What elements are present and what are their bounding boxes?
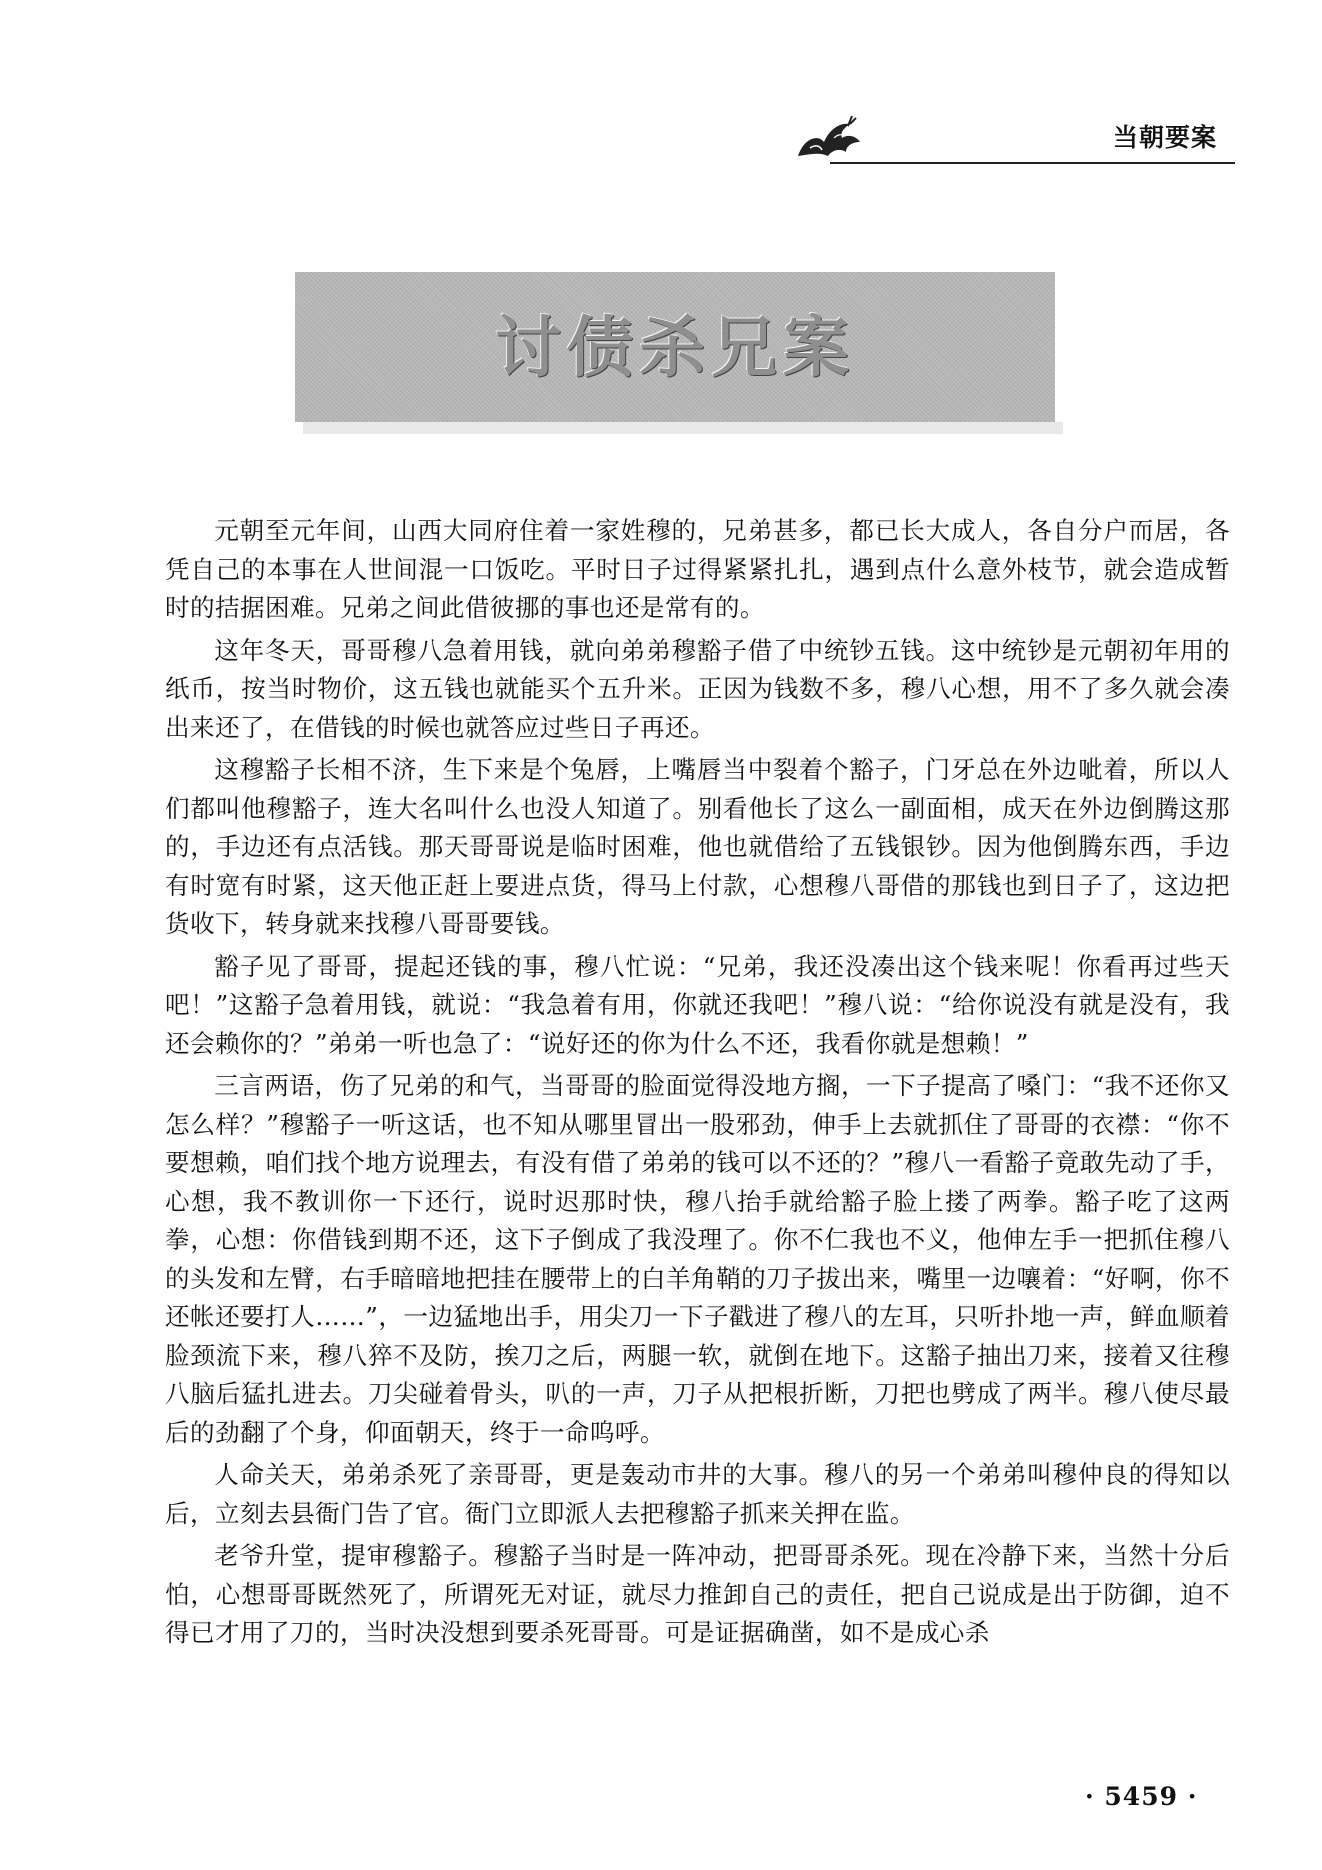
header-rule (830, 162, 1235, 164)
paragraph: 这穆豁子长相不济，生下来是个兔唇，上嘴唇当中裂着个豁子，门牙总在外边呲着，所以人们都叫他穆豁子，连大名叫什么也没人知道了。别看他长了这么一副面相，成天在外边倒腾这那的，手边还有点活钱。那天哥哥说是临时困难，他也就借给了五钱银钞。因为他倒腾东西，手边有时宽有时紧，这天他正赶上要进点货，得马上付款，心想穆八哥借的那钱也到日子了，这边把货收下，转身就来找穆八哥哥要钱。 (165, 755, 1230, 938)
paragraph: 这年冬天，哥哥穆八急着用钱，就向弟弟穆豁子借了中统钞五钱。这中统钞是元朝初年用的纸币，按当时物价，这五钱也就能买个五升米。正因为钱数不多，穆八心想，用不了多久就会凑出来还了，在借钱的时候也就答应过些日子再还。 (165, 635, 1230, 742)
dragon-icon (790, 108, 870, 168)
page-title: 讨债杀兄案 (495, 307, 855, 386)
paragraph: 老爷升堂，提审穆豁子。穆豁子当时是一阵冲动，把哥哥杀死。现在冷静下来，当然十分后怕，心想哥哥既然死了，所谓死无对证，就尽力推卸自己的责任，把自己说成是出于防御，迫不得已才用了刀的，当时决没想到要杀死哥哥。可是证据确凿，如不是成心杀 (165, 1541, 1230, 1647)
paragraph: 人命关天，弟弟杀死了亲哥哥，更是轰动市井的大事。穆八的另一个弟弟叫穆仲良的得知以后，立刻去县衙门告了官。衙门立即派人去把穆豁子抓来关押在监。 (165, 1460, 1230, 1528)
article-body (165, 512, 1230, 1657)
paragraph: 豁子见了哥哥，提起还钱的事，穆八忙说：“兄弟，我还没凑出这个钱来呢！你看再过些天吧！”这豁子急着用钱，就说：“我急着有用，你就还我吧！”穆八说：“给你说没有就是没有，我还会赖你的？”弟弟一听也急了：“说好还的你为什么不还，我看你就是想赖！” (165, 951, 1230, 1058)
running-header (790, 100, 1235, 170)
page-number: · 5459 · (1085, 1782, 1198, 1811)
paragraph: 元朝至元年间，山西大同府住着一家姓穆的，兄弟甚多，都已长大成人，各自分户而居，各凭自己的本事在人世间混一口饭吃。平时日子过得紧紧扎扎，遇到点什么意外枝节，就会造成暂时的拮据困难。兄弟之间此借彼挪的事也还是常有的。 (165, 516, 1230, 622)
paragraph: 三言两语，伤了兄弟的和气，当哥哥的脸面觉得没地方搁，一下子提高了嗓门：“我不还你又怎么样？”穆豁子一听这话，也不知从哪里冒出一股邪劲，伸手上去就抓住了哥哥的衣襟：“你不要想赖，咱们找个地方说理去，有没有借了弟弟的钱可以不还的？”穆八一看豁子竟敢先动了手，心想，我不教训你一下还行，说时迟那时快，穆八抬手就给豁子脸上搂了两拳。豁子吃了这两拳，心想：你借钱到期不还，这下子倒成了我没理了。你不仁我也不义，他伸左手一把抓住穆八的头发和左臂，右手暗暗地把挂在腰带上的白羊角鞘的刀子拔出来，嘴里一边嚷着：“好啊，你不还帐还要打人……”，一边猛地出手，用尖刀一下子戳进了穆八的左耳，只听扑地一声，鲜血顺着脸颈流下来，穆八猝不及防，挨刀之后，两腿一软，就倒在地下。这豁子抽出刀来，接着又往穆八脑后猛扎进去。刀尖碰着骨头，叭的一声，刀子从把根折断，刀把也劈成了两半。穆八使尽最后的劲翻了个身，仰面朝天，终于一命呜呼。 (165, 1071, 1230, 1447)
title-banner (295, 272, 1055, 422)
section-label: 当朝要案 (1112, 123, 1217, 152)
